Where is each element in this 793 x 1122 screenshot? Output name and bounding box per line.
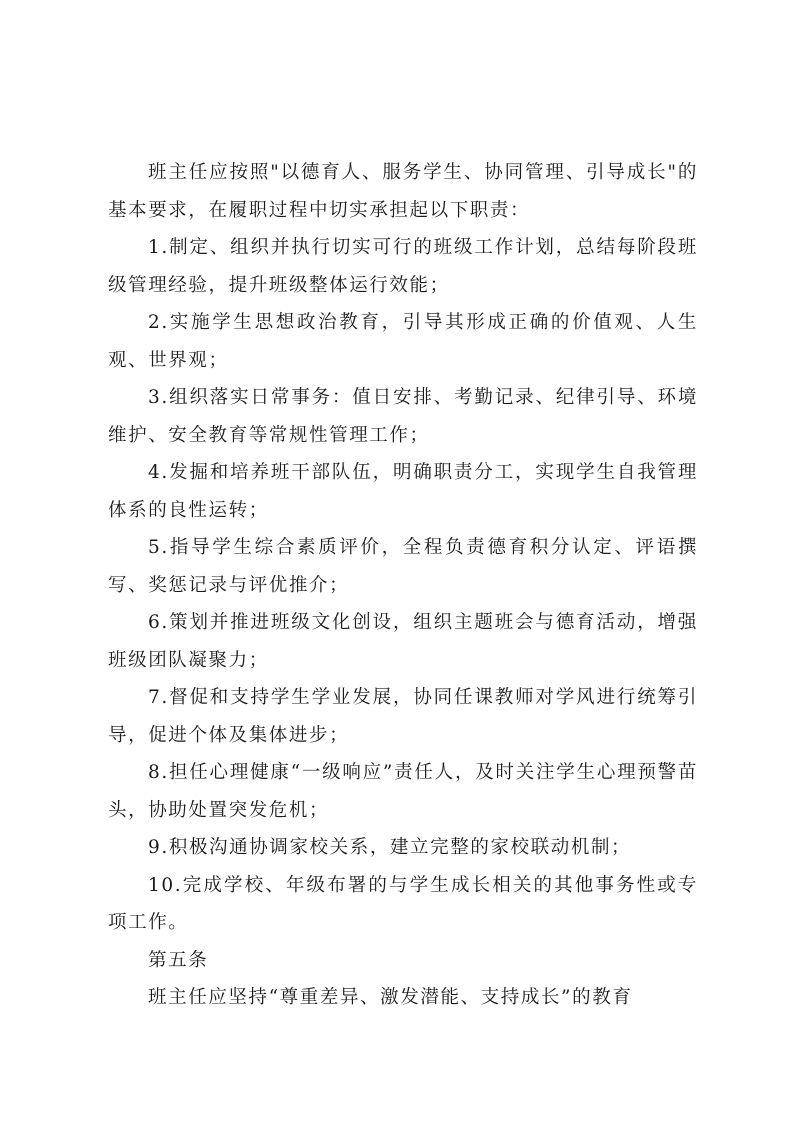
- paragraph-duty-7: 7.督促和支持学生学业发展，协同任课教师对学风进行统筹引导，促进个体及集体进步；: [108, 687, 698, 746]
- paragraph-duty-5: 5.指导学生综合素质评价，全程负责德育积分认定、评语撰写、奖惩记录与评优推介；: [108, 537, 698, 596]
- paragraph-intro: 班主任应按照"以德育人、服务学生、协同管理、引导成长"的基本要求，在履职过程中切实承担起以下职责：: [108, 162, 698, 221]
- paragraph-duty-4: 4.发掘和培养班干部队伍，明确职责分工，实现学生自我管理体系的良性运转；: [108, 462, 698, 521]
- paragraph-duty-6: 6.策划并推进班级文化创设，组织主题班会与德育活动，增强班级团队凝聚力；: [108, 612, 698, 671]
- document-body: [108, 154, 698, 1017]
- paragraph-duty-8: 8.担任心理健康“一级响应”责任人，及时关注学生心理预警苗头，协助处置突发危机；: [108, 762, 698, 821]
- paragraph-duty-9: 9.积极沟通协调家校关系，建立完整的家校联动机制；: [148, 837, 632, 858]
- paragraph-duty-2: 2.实施学生思想政治教育，引导其形成正确的价值观、人生观、世界观；: [108, 312, 698, 371]
- article-heading: 第五条: [148, 949, 209, 971]
- paragraph-duty-10: 10.完成学校、年级布署的与学生成长相关的其他事务性或专项工作。: [108, 874, 698, 933]
- paragraph-duty-1: 1.制定、组织并执行切实可行的班级工作计划，总结每阶段班级管理经验，提升班级整体运行效能；: [108, 237, 698, 296]
- paragraph-article-5: 班主任应坚持“尊重差异、激发潜能、支持成长”的教育: [148, 987, 633, 1008]
- paragraph-duty-3: 3.组织落实日常事务：值日安排、考勤记录、纪律引导、环境维护、安全教育等常规性管理工作；: [108, 387, 698, 446]
